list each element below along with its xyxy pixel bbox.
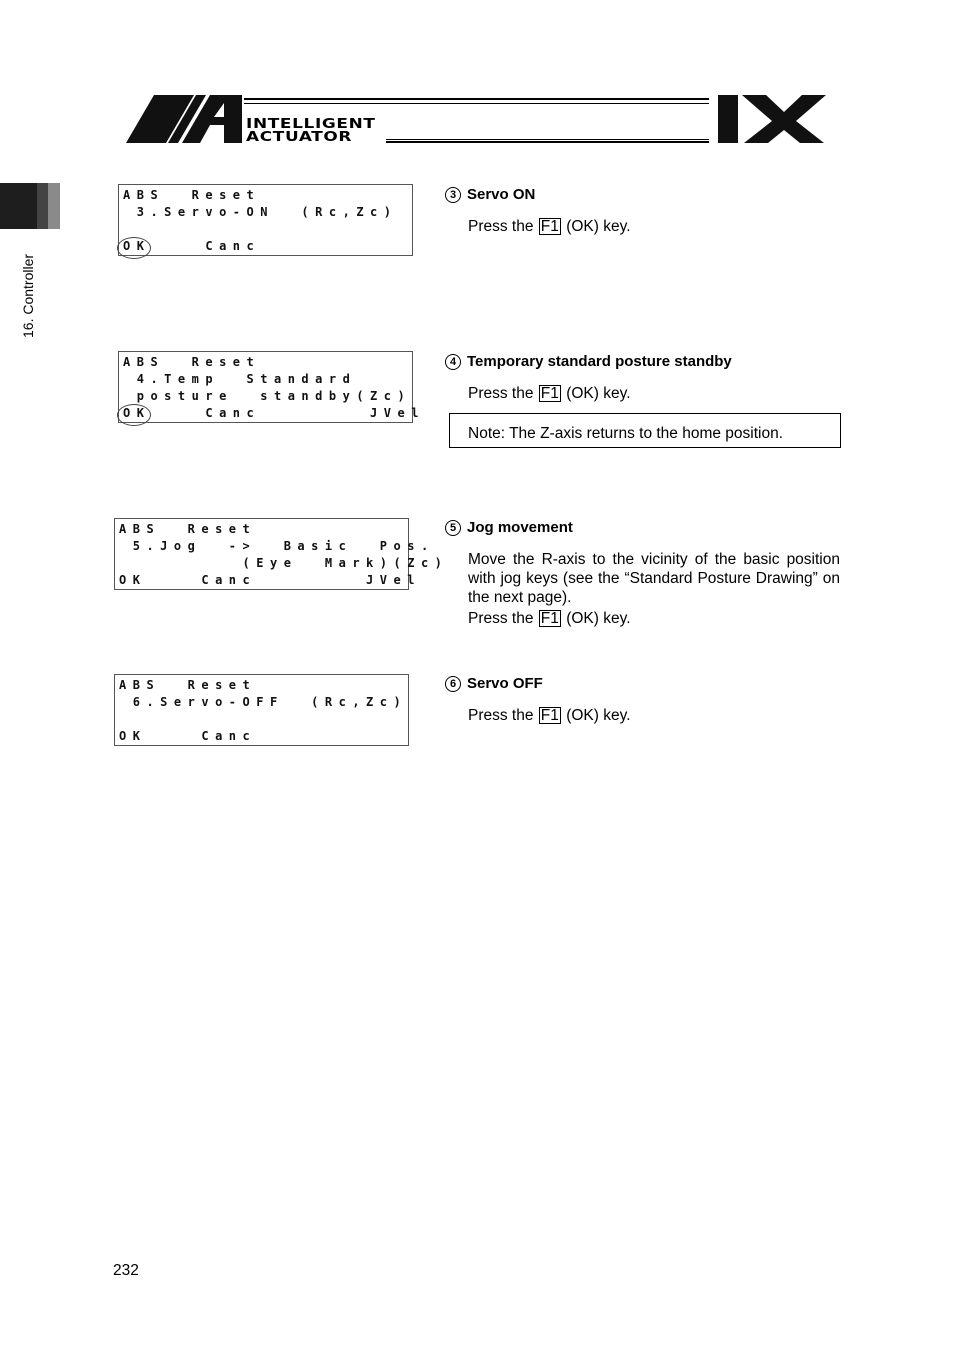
logo-rule-top bbox=[244, 98, 709, 104]
lcd-line: ABS Reset bbox=[119, 522, 257, 536]
step-title: Jog movement bbox=[467, 519, 573, 536]
press-text: (OK) key. bbox=[566, 707, 631, 724]
press-text: Press the bbox=[468, 707, 534, 724]
lcd-line: OK Canc JVel bbox=[119, 573, 421, 587]
lcd-line: 5.Jog -> Basic Pos. bbox=[119, 539, 435, 553]
press-text: (OK) key. bbox=[566, 385, 631, 402]
step-heading bbox=[445, 675, 543, 693]
logo-rule-bottom bbox=[386, 139, 709, 143]
note-box: Note: The Z-axis returns to the home position. bbox=[449, 413, 841, 448]
press-text: Press the bbox=[468, 610, 534, 627]
step-number: 6 bbox=[445, 676, 461, 692]
lcd-screen-jog bbox=[114, 518, 449, 590]
step-instruction bbox=[468, 706, 631, 725]
lcd-line: ABS Reset bbox=[123, 188, 261, 202]
lcd-line: ABS Reset bbox=[123, 355, 261, 369]
lcd-line: 6.Servo-OFF (Rc,Zc) bbox=[119, 695, 408, 709]
lcd-line: OK Canc bbox=[123, 239, 261, 253]
ok-highlight-circle bbox=[117, 404, 151, 426]
step-heading bbox=[445, 353, 732, 371]
logo-wordmark bbox=[246, 118, 376, 144]
lcd-screen-servo-on bbox=[118, 184, 413, 256]
f1-key: F1 bbox=[540, 385, 559, 402]
step-title: Servo OFF bbox=[467, 675, 543, 692]
press-text: Press the bbox=[468, 385, 534, 402]
f1-key: F1 bbox=[540, 610, 559, 627]
f1-key: F1 bbox=[540, 218, 559, 235]
step-body: Move the R-axis to the vicinity of the basic position with jog keys (see the “Standard Posture Drawing” on the next page). bbox=[468, 551, 840, 606]
press-text: Press the bbox=[468, 218, 534, 235]
page-number: 232 bbox=[113, 1262, 139, 1279]
f1-key: F1 bbox=[540, 707, 559, 724]
ok-highlight-circle bbox=[117, 237, 151, 259]
logo-line-1: INTELLIGENT bbox=[246, 117, 376, 132]
lcd-screen-temp-standby bbox=[118, 351, 425, 423]
lcd-line: OK Canc JVel bbox=[123, 406, 425, 420]
step-instruction bbox=[468, 609, 631, 628]
lcd-screen-servo-off bbox=[114, 674, 409, 746]
ix-logo-icon bbox=[718, 95, 826, 143]
step-instruction bbox=[468, 217, 631, 236]
step-number: 5 bbox=[445, 520, 461, 536]
step-instruction bbox=[468, 384, 631, 403]
step-number: 3 bbox=[445, 187, 461, 203]
lcd-line: ABS Reset bbox=[119, 678, 257, 692]
lcd-line: posture standby(Zc) bbox=[123, 389, 412, 403]
step-heading bbox=[445, 186, 535, 204]
lcd-line: (Eye Mark)(Zc) bbox=[119, 556, 449, 570]
press-text: (OK) key. bbox=[566, 610, 631, 627]
ia-logo-icon bbox=[126, 95, 242, 143]
lcd-line: 3.Servo-ON (Rc,Zc) bbox=[123, 205, 398, 219]
step-heading bbox=[445, 519, 573, 537]
chapter-label: 16. Controller bbox=[20, 253, 36, 338]
step-title: Temporary standard posture standby bbox=[467, 353, 732, 370]
step-number: 4 bbox=[445, 354, 461, 370]
lcd-line: 4.Temp Standard bbox=[123, 372, 357, 386]
logo-line-2: ACTUATOR bbox=[246, 130, 353, 145]
press-text: (OK) key. bbox=[566, 218, 631, 235]
step-title: Servo ON bbox=[467, 186, 536, 203]
chapter-tab bbox=[0, 183, 60, 229]
lcd-line: OK Canc bbox=[119, 729, 257, 743]
